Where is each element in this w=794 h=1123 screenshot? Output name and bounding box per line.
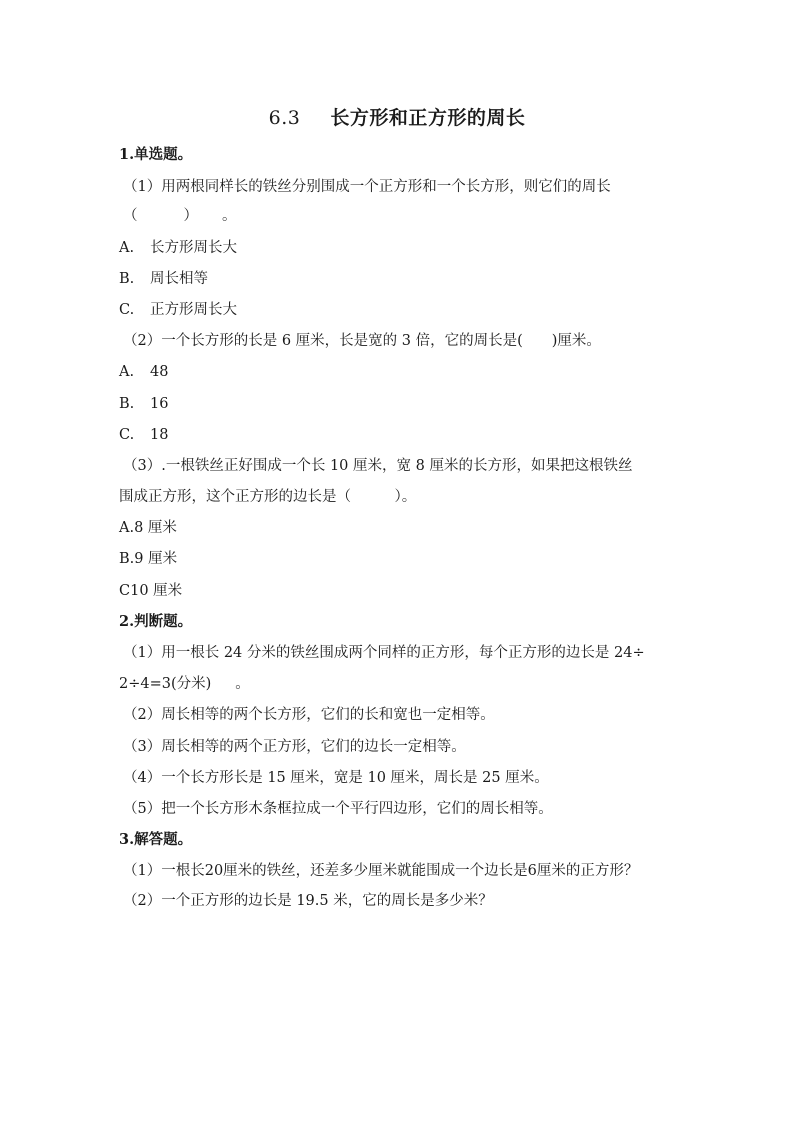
section-1-heading: 1.单选题。 xyxy=(119,146,193,163)
s2-q4: （4）一个长方形长是 15 厘米，宽是 10 厘米，周长是 25 厘米。 xyxy=(123,770,549,786)
s1-q1-line2 xyxy=(123,206,237,226)
s3-q2: （2）一个正方形的边长是 19.5 米，它的周长是多少米？ xyxy=(123,893,493,909)
section-3-heading: 3.解答题。 xyxy=(119,831,193,848)
s1-q1-period: 。 xyxy=(222,208,237,224)
s2-q3: （3）周长相等的两个正方形，它们的边长一定相等。 xyxy=(123,739,466,755)
s1-q3-option-b: B.9 厘米 xyxy=(119,551,178,567)
s1-q1-paren-open: （ xyxy=(123,208,138,224)
s1-q3-line2: 围成正方形，这个正方形的边长是（ ）。 xyxy=(119,489,417,505)
title-number: 6.3 xyxy=(268,107,301,129)
s1-q1-option-a: A. 长方形周长大 xyxy=(119,240,237,256)
s1-q1-option-b: B. 周长相等 xyxy=(119,271,208,287)
page-title xyxy=(0,103,794,130)
s2-q2: （2）周长相等的两个长方形，它们的长和宽也一定相等。 xyxy=(123,707,495,723)
s2-q1-line2: 2÷4=3(分米) 。 xyxy=(119,676,250,692)
s2-q5: （5）把一个长方形木条框拉成一个平行四边形，它们的周长相等。 xyxy=(123,801,553,817)
s1-q2-option-c: C. 18 xyxy=(119,427,169,443)
s1-q2-option-b: B. 16 xyxy=(119,396,169,412)
s1-q1-paren-close: ） xyxy=(183,208,198,224)
s1-q1-line1: （1）用两根同样长的铁丝分别围成一个正方形和一个长方形，则它们的周长 xyxy=(123,179,611,195)
s1-q2-text: （2）一个长方形的长是 6 厘米，长是宽的 3 倍，它的周长是( )厘米。 xyxy=(123,333,601,349)
s1-q3-line1: （3）.一根铁丝正好围成一个长 10 厘米，宽 8 厘米的长方形，如果把这根铁丝 xyxy=(123,458,633,474)
s1-q3-option-a: A.8 厘米 xyxy=(119,520,177,536)
section-2-heading: 2.判断题。 xyxy=(119,613,193,630)
s2-q1-line1: （1）用一根长 24 分米的铁丝围成两个同样的正方形，每个正方形的边长是 24÷ xyxy=(123,645,645,661)
s1-q1-option-c: C. 正方形周长大 xyxy=(119,302,237,318)
s1-q3-option-c: C10 厘米 xyxy=(119,583,183,599)
title-text: 长方形和正方形的周长 xyxy=(330,107,526,129)
s1-q2-option-a: A. 48 xyxy=(119,364,169,380)
s3-q1: （1）一根长20厘米的铁丝，还差多少厘米就能围成一个边长是6厘米的正方形？ xyxy=(123,863,639,879)
